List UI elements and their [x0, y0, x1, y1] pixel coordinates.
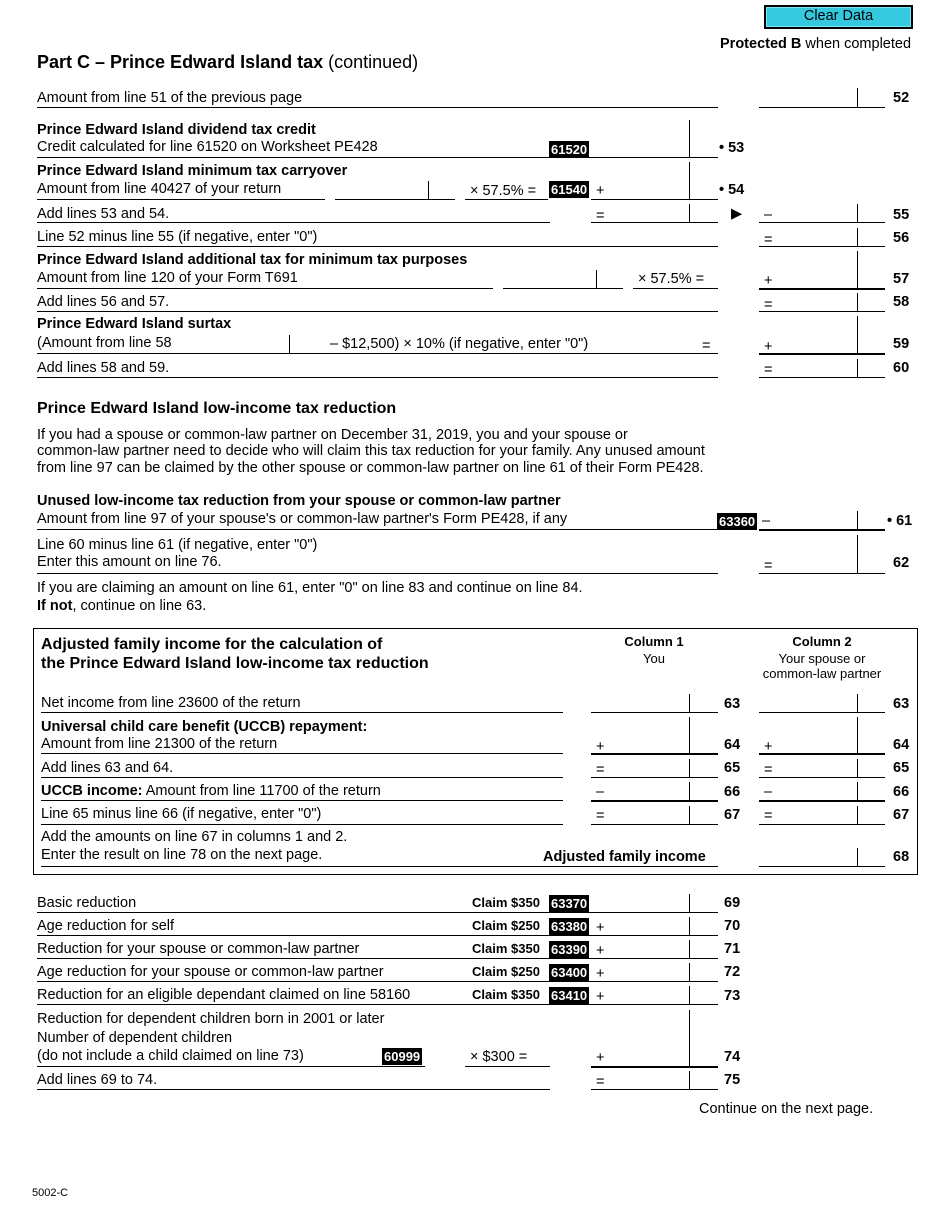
plus-sign: + — [596, 1050, 605, 1066]
line-64-col2-input[interactable] — [759, 733, 857, 755]
minus-sign: – — [596, 784, 605, 800]
line-58-label: Add lines 56 and 57. — [37, 294, 170, 310]
note-if-not — [37, 598, 206, 615]
rule — [41, 753, 563, 754]
code-63360: 63360 — [719, 514, 756, 529]
line-73-input[interactable] — [591, 984, 689, 1006]
line-57-field — [759, 288, 885, 290]
plus-sign: + — [596, 739, 605, 755]
line-number-62: 62 — [893, 555, 910, 571]
line-55-field — [759, 222, 885, 223]
cents-divider — [857, 204, 858, 222]
cents-divider — [857, 848, 858, 866]
line-number-71: 71 — [724, 941, 741, 957]
line-number-70: 70 — [724, 918, 741, 934]
line-number-72: 72 — [724, 964, 741, 980]
rule — [37, 1089, 550, 1090]
plus-sign: + — [596, 966, 605, 982]
line-59-label-a: (Amount from line 58 — [37, 335, 172, 351]
line-number-59: 59 — [893, 336, 910, 352]
uccb-heading: Universal child care benefit (UCCB) repayment: — [41, 719, 368, 735]
cents-divider — [857, 293, 858, 311]
line-74-input[interactable] — [591, 1045, 689, 1067]
line-67-label: Line 65 minus line 66 (if negative, enter "0") — [41, 806, 322, 822]
line-60-label: Add lines 58 and 59. — [37, 360, 170, 376]
line-number-57: 57 — [893, 271, 910, 287]
line-55-label: Add lines 53 and 54. — [37, 206, 170, 222]
cents-divider — [689, 917, 690, 935]
cents-divider — [428, 181, 429, 199]
line-62-field — [759, 573, 885, 574]
cents-divider — [857, 359, 858, 377]
line-54-amount-field — [335, 199, 455, 200]
line-74-children-input[interactable] — [382, 1045, 425, 1067]
cents-divider — [689, 204, 690, 222]
cents-divider — [689, 717, 690, 753]
rule — [41, 800, 563, 801]
page-title-bold: Part C – Prince Edward Island tax — [37, 52, 324, 72]
line-52-field — [759, 107, 885, 108]
lowincome-para-1: If you had a spouse or common-law partner on December 31, 2019, you and your spouse or — [37, 427, 628, 443]
rule — [41, 866, 718, 867]
line-54-label: Amount from line 40427 of your return — [37, 181, 282, 197]
rule — [37, 353, 718, 354]
rule — [465, 199, 548, 200]
equals-sign: = — [596, 808, 605, 824]
cents-divider — [857, 535, 858, 573]
cents-divider — [689, 1010, 690, 1066]
code-61540: 61540 — [551, 182, 588, 197]
plus-sign: + — [596, 943, 605, 959]
line-63-col1-field — [591, 712, 718, 713]
line-number-61 — [887, 513, 912, 530]
bullet: • — [719, 140, 725, 156]
line-66-col1-input[interactable] — [591, 780, 689, 802]
line-70-label: Age reduction for self — [37, 918, 175, 934]
line-71-label: Reduction for your spouse or common-law partner — [37, 941, 360, 957]
cents-divider — [857, 806, 858, 824]
code-60999: 60999 — [384, 1049, 421, 1064]
surtax-heading: Prince Edward Island surtax — [37, 316, 232, 332]
line-68-label-a: Add the amounts on line 67 in columns 1 and 2. — [41, 829, 348, 845]
line-number-67-col1: 67 — [724, 807, 741, 823]
claim-72: Claim $250 — [472, 964, 540, 979]
line-number-60: 60 — [893, 360, 910, 376]
line-53-label: Credit calculated for line 61520 on Worksheet PE428 — [37, 139, 378, 155]
equals-sign: = — [596, 1074, 605, 1090]
equals-sign: = — [764, 558, 773, 574]
cents-divider — [857, 717, 858, 753]
line-number-55: 55 — [893, 207, 910, 223]
cents-divider — [857, 694, 858, 712]
line-64-col1-input[interactable] — [591, 733, 689, 755]
code-63410: 63410 — [551, 988, 588, 1003]
line-number-58: 58 — [893, 294, 910, 310]
column-1-sub: You — [643, 651, 665, 666]
rule — [37, 377, 718, 378]
line-59-amount-input[interactable] — [196, 331, 289, 353]
line-number-56: 56 — [893, 230, 910, 246]
equals-sign: = — [764, 297, 773, 313]
cents-divider — [689, 940, 690, 958]
rule — [37, 1066, 425, 1067]
page-title — [37, 52, 418, 73]
number: 61 — [896, 513, 913, 529]
equals-sign: = — [596, 208, 605, 224]
note-line-61: If you are claiming an amount on line 61, enter "0" on line 83 and continue on line 84. — [37, 580, 583, 596]
lowincome-heading: Prince Edward Island low-income tax reduction — [37, 400, 397, 417]
protected-label — [720, 36, 911, 53]
unused-heading: Unused low-income tax reduction from your spouse or common-law partner — [37, 493, 561, 509]
line-number-63-col1: 63 — [724, 696, 741, 712]
column-2-sub-2: common-law partner — [762, 666, 882, 681]
line-66-col2-field — [759, 800, 885, 802]
rule — [41, 824, 563, 825]
claim-70: Claim $250 — [472, 918, 540, 933]
line-65-col1-input[interactable] — [591, 757, 689, 779]
line-59-label-b: – $12,500) × 10% (if negative, enter "0") — [330, 336, 589, 352]
line-63-label: Net income from line 23600 of the return — [41, 695, 301, 711]
equals-sign: = — [764, 808, 773, 824]
claim-69: Claim $350 — [472, 895, 540, 910]
line-61-field — [759, 529, 885, 531]
line-number-67-col2: 67 — [893, 807, 910, 823]
line-64-label: Amount from line 21300 of the return — [41, 736, 278, 752]
page-title-rest: (continued) — [328, 52, 419, 72]
line-number-73: 73 — [724, 988, 741, 1004]
equals-sign: = — [702, 338, 711, 354]
line-number-66-col1: 66 — [724, 784, 741, 800]
line-56-label: Line 52 minus line 55 (if negative, enter "0") — [37, 229, 318, 245]
rule — [37, 246, 718, 247]
line-number-75: 75 — [724, 1072, 741, 1088]
line-74-label-a: Reduction for dependent children born in 2001 or later — [37, 1011, 385, 1027]
adjusted-family-income-label: Adjusted family income — [543, 849, 706, 865]
number: 53 — [728, 140, 745, 156]
cents-divider — [857, 511, 858, 529]
line-54-field — [591, 199, 718, 200]
line-74-rate: × $300 = — [470, 1049, 528, 1065]
claim-71: Claim $350 — [472, 941, 540, 956]
line-66-bold: UCCB income: — [41, 783, 143, 799]
cents-divider — [689, 694, 690, 712]
line-62-label-a: Line 60 minus line 61 (if negative, enter "0") — [37, 537, 318, 553]
line-number-54 — [719, 182, 744, 199]
equals-sign: = — [764, 762, 773, 778]
cents-divider — [857, 251, 858, 288]
line-56-field — [759, 246, 885, 247]
line-64-col2-field — [759, 753, 885, 755]
rule — [41, 712, 563, 713]
line-56-input[interactable] — [759, 226, 857, 248]
line-52-input[interactable] — [759, 86, 857, 108]
lowincome-para-2: common-law partner need to decide who will claim this tax reduction for your family. Any unused amount — [37, 443, 705, 459]
rule — [465, 1066, 550, 1067]
number: 54 — [728, 182, 745, 198]
line-number-74: 74 — [724, 1049, 741, 1065]
plus-sign: + — [596, 183, 605, 199]
rule — [37, 529, 718, 530]
plus-sign: + — [764, 739, 773, 755]
code-63370: 63370 — [551, 896, 588, 911]
cents-divider — [689, 1071, 690, 1089]
line-62-input[interactable] — [759, 552, 857, 574]
line-69-input[interactable] — [591, 892, 689, 914]
equals-sign: = — [596, 762, 605, 778]
line-61-label: Amount from line 97 of your spouse's or common-law partner's Form PE428, if any — [37, 511, 568, 527]
equals-sign: = — [764, 362, 773, 378]
line-number-52: 52 — [893, 90, 910, 106]
line-63-col2-field — [759, 712, 885, 713]
rule — [41, 777, 563, 778]
line-68-input[interactable] — [759, 845, 857, 867]
line-64-col1-field — [591, 753, 718, 755]
code-63400: 63400 — [551, 965, 588, 980]
line-71-input[interactable] — [591, 938, 689, 960]
line-75-field — [591, 1089, 718, 1090]
line-60-input[interactable] — [759, 356, 857, 378]
line-65-col1-field — [591, 777, 718, 778]
rule — [37, 311, 718, 312]
line-number-66-col2: 66 — [893, 784, 910, 800]
cents-divider — [857, 88, 858, 107]
line-57-amount-field — [503, 288, 623, 289]
lowincome-para-3: from line 97 can be claimed by the other spouse or common-law partner on line 61 of their Form PE428. — [37, 460, 704, 476]
line-53-input[interactable] — [591, 137, 689, 159]
note-if-not-bold: If not — [37, 598, 73, 614]
line-75-label: Add lines 69 to 74. — [37, 1072, 158, 1088]
protected-when: when completed — [805, 36, 912, 52]
plus-sign: + — [764, 273, 773, 289]
code-63380: 63380 — [551, 919, 588, 934]
cents-divider — [596, 270, 597, 288]
line-number-68: 68 — [893, 849, 910, 865]
line-72-label: Age reduction for your spouse or common-law partner — [37, 964, 384, 980]
cents-divider — [857, 759, 858, 777]
cents-divider — [689, 963, 690, 981]
line-72-input[interactable] — [591, 961, 689, 983]
line-52-label: Amount from line 51 of the previous page — [37, 90, 303, 106]
arrow-icon: ▶ — [731, 206, 743, 222]
line-number-64-col1: 64 — [724, 737, 741, 753]
line-74-label-b: Number of dependent children — [37, 1030, 233, 1046]
minus-sign: – — [764, 784, 773, 800]
plus-sign: + — [596, 920, 605, 936]
line-75-input[interactable] — [591, 1068, 689, 1090]
line-68-label-b: Enter the result on line 78 on the next page. — [41, 847, 323, 863]
cents-divider — [689, 894, 690, 912]
line-number-64-col2: 64 — [893, 737, 910, 753]
bullet: • — [719, 182, 725, 198]
dividend-heading: Prince Edward Island dividend tax credit — [37, 122, 316, 138]
line-55-input[interactable] — [759, 202, 857, 224]
line-66-col2-input[interactable] — [759, 780, 857, 802]
line-65-label: Add lines 63 and 64. — [41, 760, 174, 776]
line-55-sum-input[interactable] — [591, 202, 689, 224]
protected-b: Protected B — [720, 36, 802, 52]
mintax-heading: Prince Edward Island minimum tax carryover — [37, 163, 348, 179]
cents-divider — [689, 162, 690, 199]
adjusted-heading-1: Adjusted family income for the calculation of — [41, 636, 383, 653]
line-67-col1-input[interactable] — [591, 803, 689, 825]
cents-divider — [289, 335, 290, 353]
line-70-input[interactable] — [591, 915, 689, 937]
claim-73: Claim $350 — [472, 987, 540, 1002]
plus-sign: + — [596, 989, 605, 1005]
code-63390: 63390 — [551, 942, 588, 957]
line-68-field — [759, 866, 885, 867]
line-60-field — [759, 377, 885, 378]
line-58-field — [759, 311, 885, 312]
line-59-field — [759, 353, 885, 355]
line-63-col2-input[interactable] — [759, 692, 857, 714]
equals-sign: = — [764, 232, 773, 248]
line-58-input[interactable] — [759, 291, 857, 313]
line-55-sum-field — [591, 222, 718, 223]
minus-sign: – — [762, 513, 771, 529]
line-number-53 — [719, 140, 744, 157]
line-57-amount-input[interactable] — [503, 267, 596, 289]
cents-divider — [857, 228, 858, 246]
adjusted-heading-2: the Prince Edward Island low-income tax reduction — [41, 655, 429, 672]
line-66-col1-field — [591, 800, 718, 802]
line-59-input[interactable] — [759, 332, 857, 354]
cents-divider — [689, 986, 690, 1004]
line-number-63-col2: 63 — [893, 696, 910, 712]
line-67-col2-input[interactable] — [759, 803, 857, 825]
line-63-col1-input[interactable] — [591, 692, 689, 714]
cents-divider — [857, 316, 858, 353]
line-65-col2-field — [759, 777, 885, 778]
line-54-amount-input[interactable] — [335, 178, 428, 200]
line-57-rate: × 57.5% = — [638, 271, 705, 287]
cents-divider — [689, 759, 690, 777]
line-67-col2-field — [759, 824, 885, 825]
line-54-rate: × 57.5% = — [470, 183, 537, 199]
cents-divider — [857, 782, 858, 800]
cents-divider — [689, 806, 690, 824]
line-54-input[interactable] — [591, 178, 689, 200]
form-code: 5002-C — [32, 1187, 69, 1199]
continue-note: Continue on the next page. — [699, 1101, 874, 1117]
addtax-heading: Prince Edward Island additional tax for minimum tax purposes — [37, 252, 468, 268]
line-66-rest: Amount from line 11700 of the return — [142, 783, 381, 799]
minus-sign: – — [764, 207, 773, 223]
line-73-label: Reduction for an eligible dependant claimed on line 58160 — [37, 987, 411, 1003]
line-number-69: 69 — [724, 895, 741, 911]
rule — [37, 199, 325, 200]
rule — [37, 288, 493, 289]
rule — [37, 222, 550, 223]
line-61-input[interactable] — [759, 508, 857, 530]
column-1-title: Column 1 — [624, 634, 684, 649]
bullet: • — [887, 513, 893, 529]
line-65-col2-input[interactable] — [759, 757, 857, 779]
cents-divider — [689, 782, 690, 800]
line-62-label-b: Enter this amount on line 76. — [37, 554, 222, 570]
cents-divider — [689, 120, 690, 157]
column-2-title: Column 2 — [792, 634, 852, 649]
column-2-sub-1: Your spouse or — [778, 651, 866, 666]
line-67-col1-field — [591, 824, 718, 825]
rule — [633, 288, 718, 289]
line-66-label — [41, 783, 381, 800]
line-number-65-col1: 65 — [724, 760, 741, 776]
line-number-65-col2: 65 — [893, 760, 910, 776]
line-57-label: Amount from line 120 of your Form T691 — [37, 270, 298, 286]
code-61520: 61520 — [551, 142, 588, 157]
plus-sign: + — [764, 339, 773, 355]
line-74-label-c: (do not include a child claimed on line 73) — [37, 1048, 304, 1064]
clear-data-button[interactable]: Clear Data — [764, 5, 913, 29]
line-69-label: Basic reduction — [37, 895, 137, 911]
note-if-not-rest: , continue on line 63. — [72, 598, 207, 614]
rule — [37, 573, 718, 574]
line-57-input[interactable] — [759, 267, 857, 289]
rule — [37, 107, 718, 108]
